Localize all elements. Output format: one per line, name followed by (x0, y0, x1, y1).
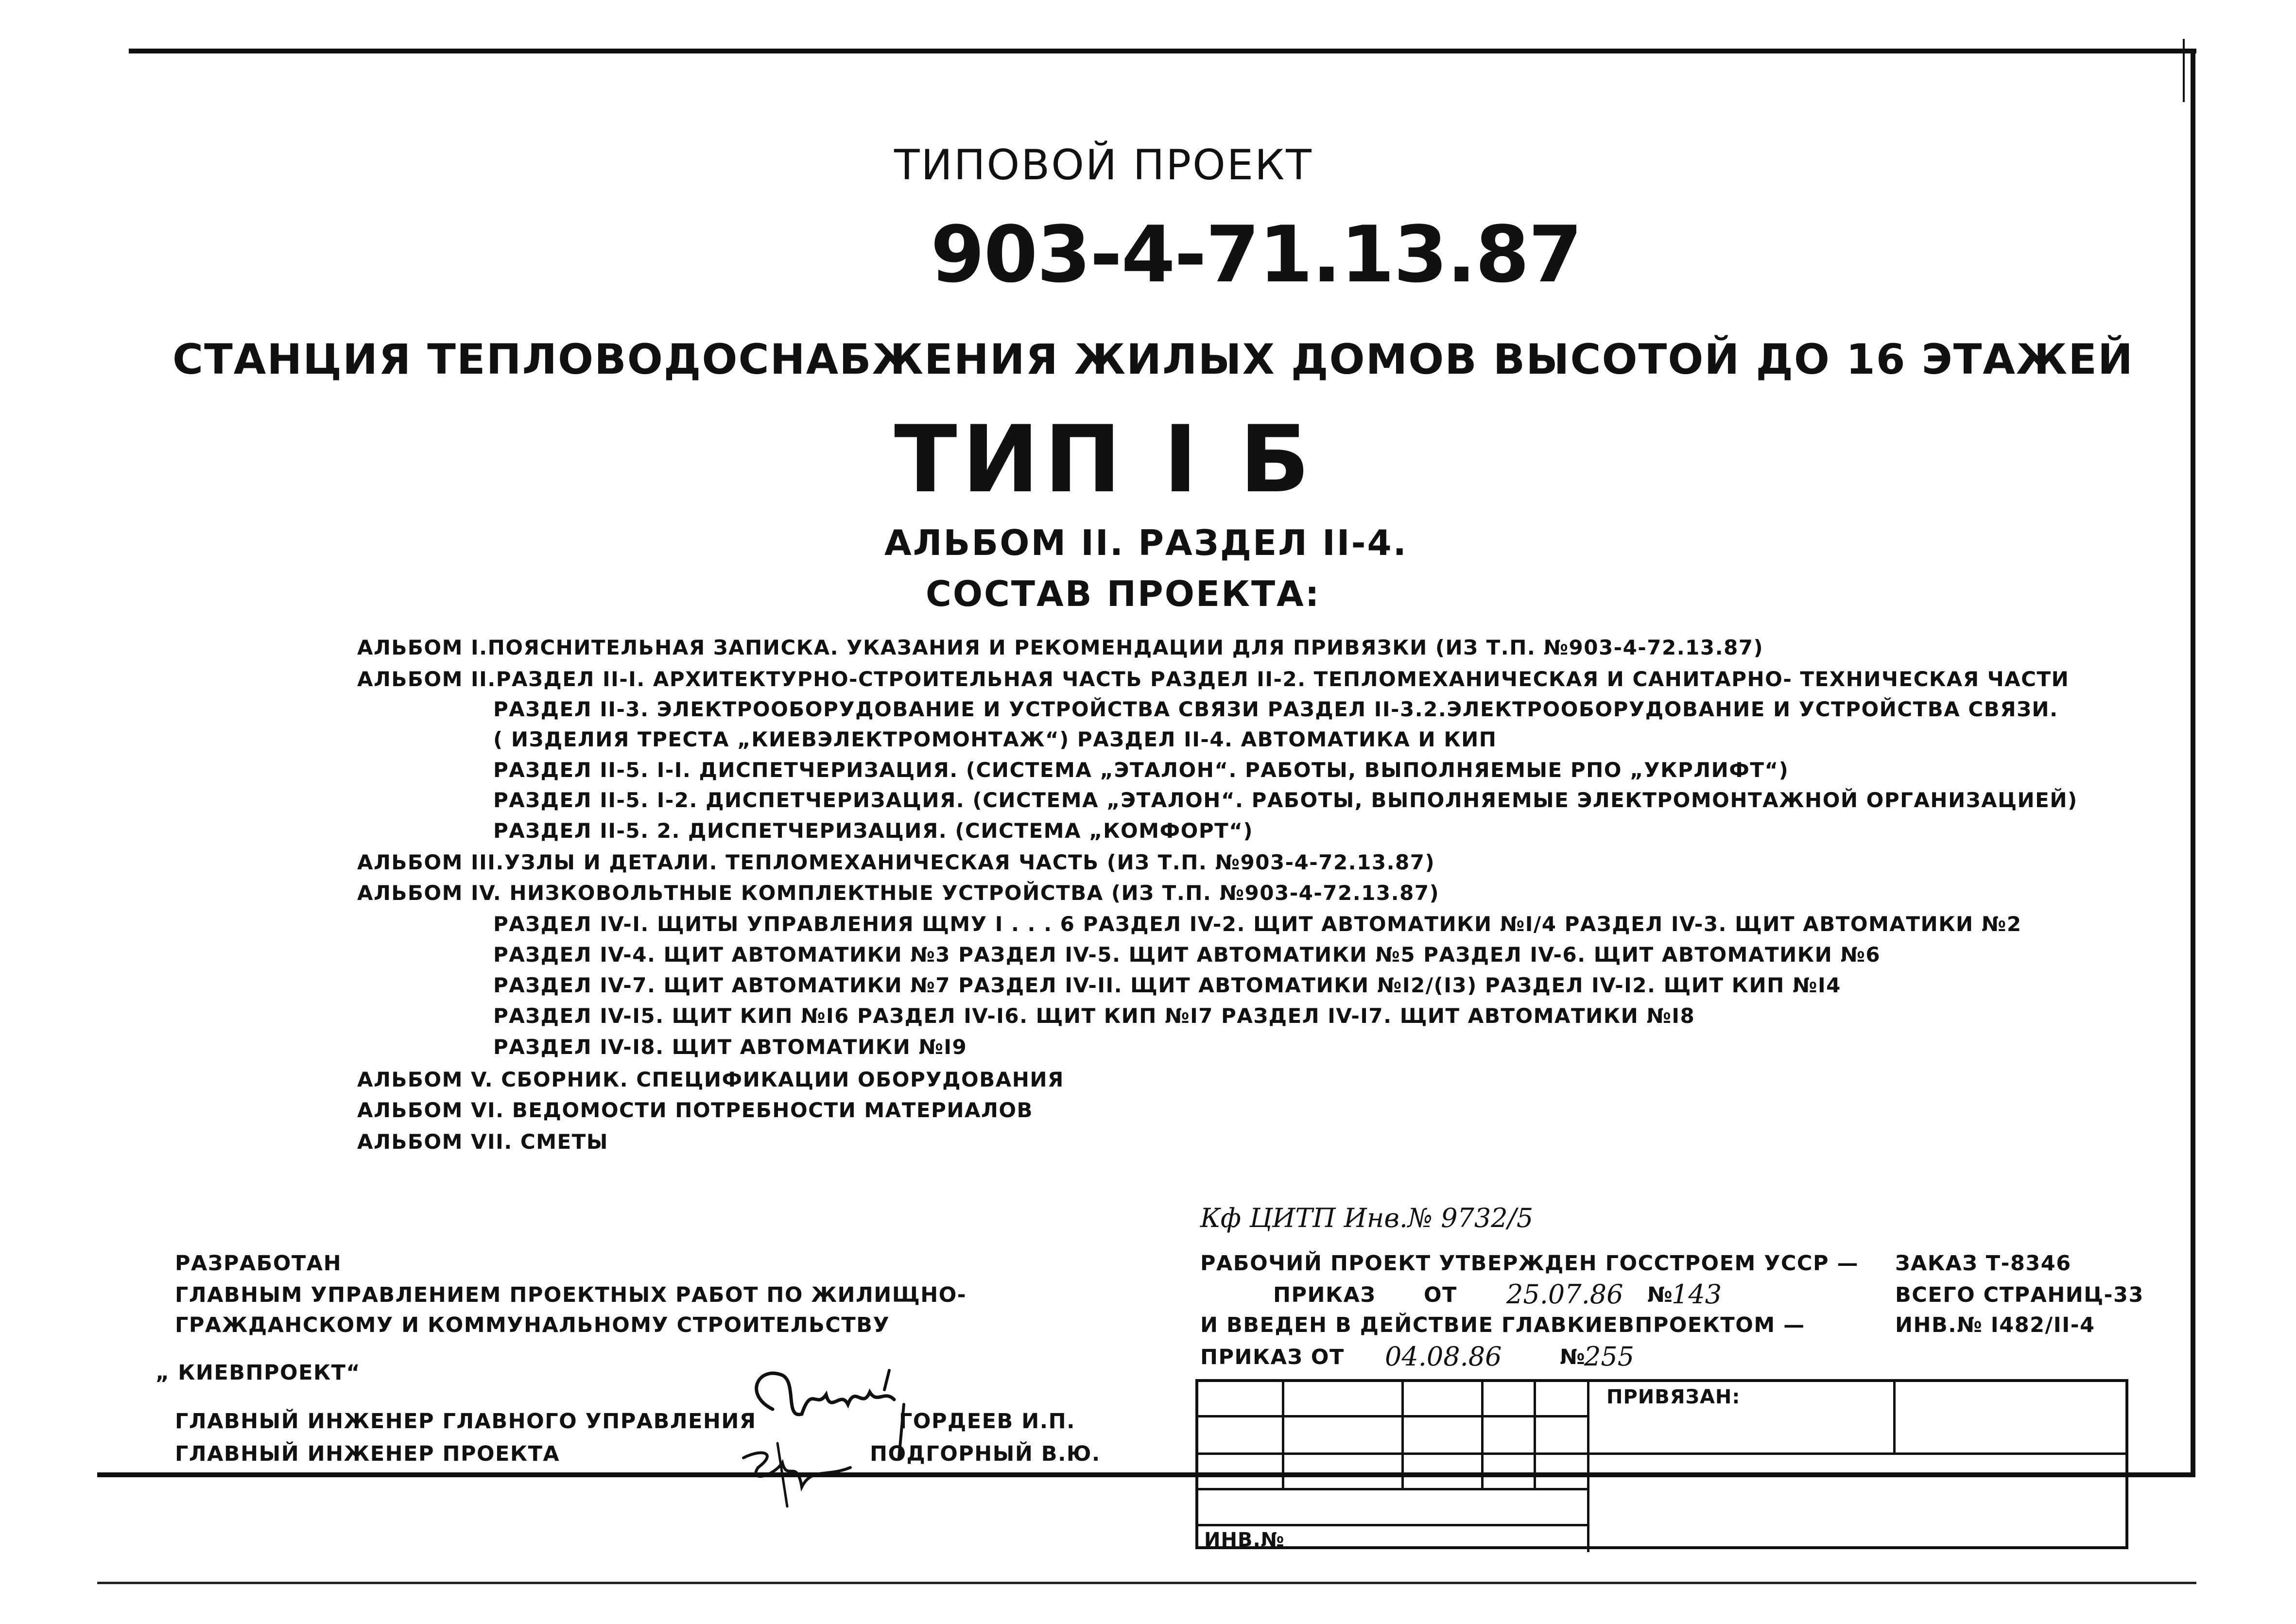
order1-from: ОТ (1424, 1283, 1457, 1307)
stamp-divider (1198, 1488, 1587, 1490)
stamp-divider (1534, 1382, 1536, 1488)
chief-engineer-name: ГОРДЕЕВ И.П. (899, 1409, 1075, 1434)
list-item: РАЗДЕЛ IV-I8. ЩИТ АВТОМАТИКИ №I9 (493, 1035, 967, 1059)
developer-label: РАЗРАБОТАН (175, 1251, 342, 1276)
project-type: ТИП I Б (894, 406, 1315, 513)
order2-label: ПРИКАЗ ОТ (1200, 1345, 1345, 1369)
order1-no-label: № (1647, 1283, 1674, 1307)
stamp-table (1195, 1379, 2128, 1549)
order2-no-label: № (1560, 1345, 1586, 1369)
inventory-number: ИНВ.№ I482/II-4 (1895, 1313, 2095, 1337)
contents-title: СОСТАВ ПРОЕКТА: (926, 573, 1321, 614)
list-item: АЛЬБОМ V. СБОРНИК. СПЕЦИФИКАЦИИ ОБОРУДОВАНИЯ (357, 1068, 1064, 1091)
project-engineer-name: ПОДГОРНЫЙ В.Ю. (870, 1442, 1101, 1466)
list-item: РАЗДЕЛ II-5. 2. ДИСПЕТЧЕРИЗАЦИЯ. (СИСТЕМА „КОМФОРТ“) (493, 819, 1254, 843)
project-engineer-role: ГЛАВНЫЙ ИНЖЕНЕР ПРОЕКТА (175, 1442, 560, 1466)
order1-label: ПРИКАЗ (1273, 1283, 1376, 1307)
album-section: АЛЬБОМ II. РАЗДЕЛ II-4. (884, 522, 1408, 563)
stamp-divider (1198, 1452, 2128, 1455)
list-item: ( ИЗДЕЛИЯ ТРЕСТА „КИЕВЭЛЕКТРОМОНТАЖ“) РАЗДЕЛ II-4. АВТОМАТИКА И КИП (493, 727, 1497, 751)
order2-date: 04.08.86 (1385, 1341, 1502, 1372)
order-number: ЗАКАЗ Т-8346 (1895, 1251, 2072, 1276)
list-item: АЛЬБОМ IV. НИЗКОВОЛЬТНЫЕ КОМПЛЕКТНЫЕ УСТРОЙСТВА (ИЗ Т.П. №903-4-72.13.87) (357, 881, 1440, 905)
total-pages: ВСЕГО СТРАНИЦ-33 (1895, 1283, 2144, 1307)
list-item: РАЗДЕЛ II-5. I-I. ДИСПЕТЧЕРИЗАЦИЯ. (СИСТЕМА „ЭТАЛОН“. РАБОТЫ, ВЫПОЛНЯЕМЫЕ РПО „УКРЛИФТ“) (493, 758, 1789, 782)
developer-org-line1: ГЛАВНЫМ УПРАВЛЕНИЕМ ПРОЕКТНЫХ РАБОТ ПО ЖИЛИЩНО- (175, 1283, 967, 1307)
stamp-divider (1198, 1524, 1587, 1526)
stamp-divider (1198, 1415, 1587, 1417)
frame-top-line (129, 49, 2196, 53)
order2-no: 255 (1584, 1341, 1635, 1372)
stamp-divider (1481, 1382, 1484, 1488)
list-item: РАЗДЕЛ IV-7. ЩИТ АВТОМАТИКИ №7 РАЗДЕЛ IV-II. ЩИТ АВТОМАТИКИ №I2/(I3) РАЗДЕЛ IV-I2. ЩИТ КИП №I4 (493, 973, 1841, 997)
list-item: АЛЬБОМ II.РАЗДЕЛ II-I. АРХИТЕКТУРНО-СТРОИТЕЛЬНАЯ ЧАСТЬ РАЗДЕЛ II-2. ТЕПЛОМЕХАНИЧЕСКАЯ И САНИТАРНО- ТЕХНИЧЕСКАЯ ЧАСТИ (357, 667, 2070, 691)
list-item: РАЗДЕЛ IV-I. ЩИТЫ УПРАВЛЕНИЯ ЩМУ I . . . 6 РАЗДЕЛ IV-2. ЩИТ АВТОМАТИКИ №I/4 РАЗДЕЛ IV-3. ЩИТ АВТОМАТИКИ №2 (493, 912, 2022, 936)
signature-project (729, 1438, 865, 1511)
list-item: РАЗДЕЛ II-5. I-2. ДИСПЕТЧЕРИЗАЦИЯ. (СИСТЕМА „ЭТАЛОН“. РАБОТЫ, ВЫПОЛНЯЕМЫЕ ЭЛЕКТРОМОНТАЖНОЙ ОРГАНИЗАЦИЕЙ) (493, 788, 2078, 812)
order1-date: 25.07.86 (1506, 1279, 1623, 1310)
order1-no: 143 (1672, 1279, 1722, 1310)
project-number: 903-4-71.13.87 (931, 209, 1582, 300)
list-item: АЛЬБОМ III.УЗЛЫ И ДЕТАЛИ. ТЕПЛОМЕХАНИЧЕСКАЯ ЧАСТЬ (ИЗ Т.П. №903-4-72.13.87) (357, 850, 1435, 874)
developer-org-line2: ГРАЖДАНСКОМУ И КОММУНАЛЬНОМУ СТРОИТЕЛЬСТВУ (175, 1313, 890, 1337)
list-item: АЛЬБОМ VI. ВЕДОМОСТИ ПОТРЕБНОСТИ МАТЕРИАЛОВ (357, 1098, 1034, 1122)
stamp-divider (1401, 1382, 1404, 1488)
chief-engineer-role: ГЛАВНЫЙ ИНЖЕНЕР ГЛАВНОГО УПРАВЛЕНИЯ (175, 1409, 757, 1434)
page-bottom-line (97, 1582, 2196, 1584)
developer-org-name: „ КИЕВПРОЕКТ“ (155, 1361, 361, 1385)
frame-right-line (2191, 49, 2195, 1475)
list-item: АЛЬБОМ I.ПОЯСНИТЕЛЬНАЯ ЗАПИСКА. УКАЗАНИЯ И РЕКОМЕНДАЦИИ ДЛЯ ПРИВЯЗКИ (ИЗ Т.П. №903-4-72.13.87) (357, 636, 1764, 659)
corner-tick (2183, 39, 2185, 102)
approval-line1: РАБОЧИЙ ПРОЕКТ УТВЕРЖДЕН ГОССТРОЕМ УССР — (1200, 1251, 1859, 1276)
list-item: РАЗДЕЛ II-3. ЭЛЕКТРООБОРУДОВАНИЕ И УСТРОЙСТВА СВЯЗИ РАЗДЕЛ II-3.2.ЭЛЕКТРООБОРУДОВАНИЕ И УСТРОЙСТВА СВЯЗИ. (493, 697, 2058, 721)
stamp-attached-label: ПРИВЯЗАН: (1606, 1386, 1741, 1408)
stamp-divider (1587, 1382, 1589, 1552)
project-title: СТАНЦИЯ ТЕПЛОВОДОСНАБЖЕНИЯ ЖИЛЫХ ДОМОВ ВЫСОТОЙ ДО 16 ЭТАЖЕЙ (173, 335, 2134, 384)
inventory-handwritten: Кф ЦИТП Инв.№ 9732/5 (1200, 1203, 1534, 1233)
stamp-divider (1893, 1382, 1896, 1455)
approval-line3: И ВВЕДЕН В ДЕЙСТВИЕ ГЛАВКИЕВПРОЕКТОМ — (1200, 1313, 1805, 1337)
list-item: РАЗДЕЛ IV-4. ЩИТ АВТОМАТИКИ №3 РАЗДЕЛ IV-5. ЩИТ АВТОМАТИКИ №5 РАЗДЕЛ IV-6. ЩИТ АВТОМАТИКИ №6 (493, 943, 1881, 967)
list-item: РАЗДЕЛ IV-I5. ЩИТ КИП №I6 РАЗДЕЛ IV-I6. ЩИТ КИП №I7 РАЗДЕЛ IV-I7. ЩИТ АВТОМАТИКИ №I8 (493, 1004, 1695, 1028)
stamp-inv-label: ИНВ.№ (1204, 1529, 1285, 1551)
list-item: АЛЬБОМ VII. СМЕТЫ (357, 1130, 608, 1154)
stamp-divider (1282, 1382, 1284, 1488)
project-kind: ТИПОВОЙ ПРОЕКТ (894, 141, 1313, 190)
